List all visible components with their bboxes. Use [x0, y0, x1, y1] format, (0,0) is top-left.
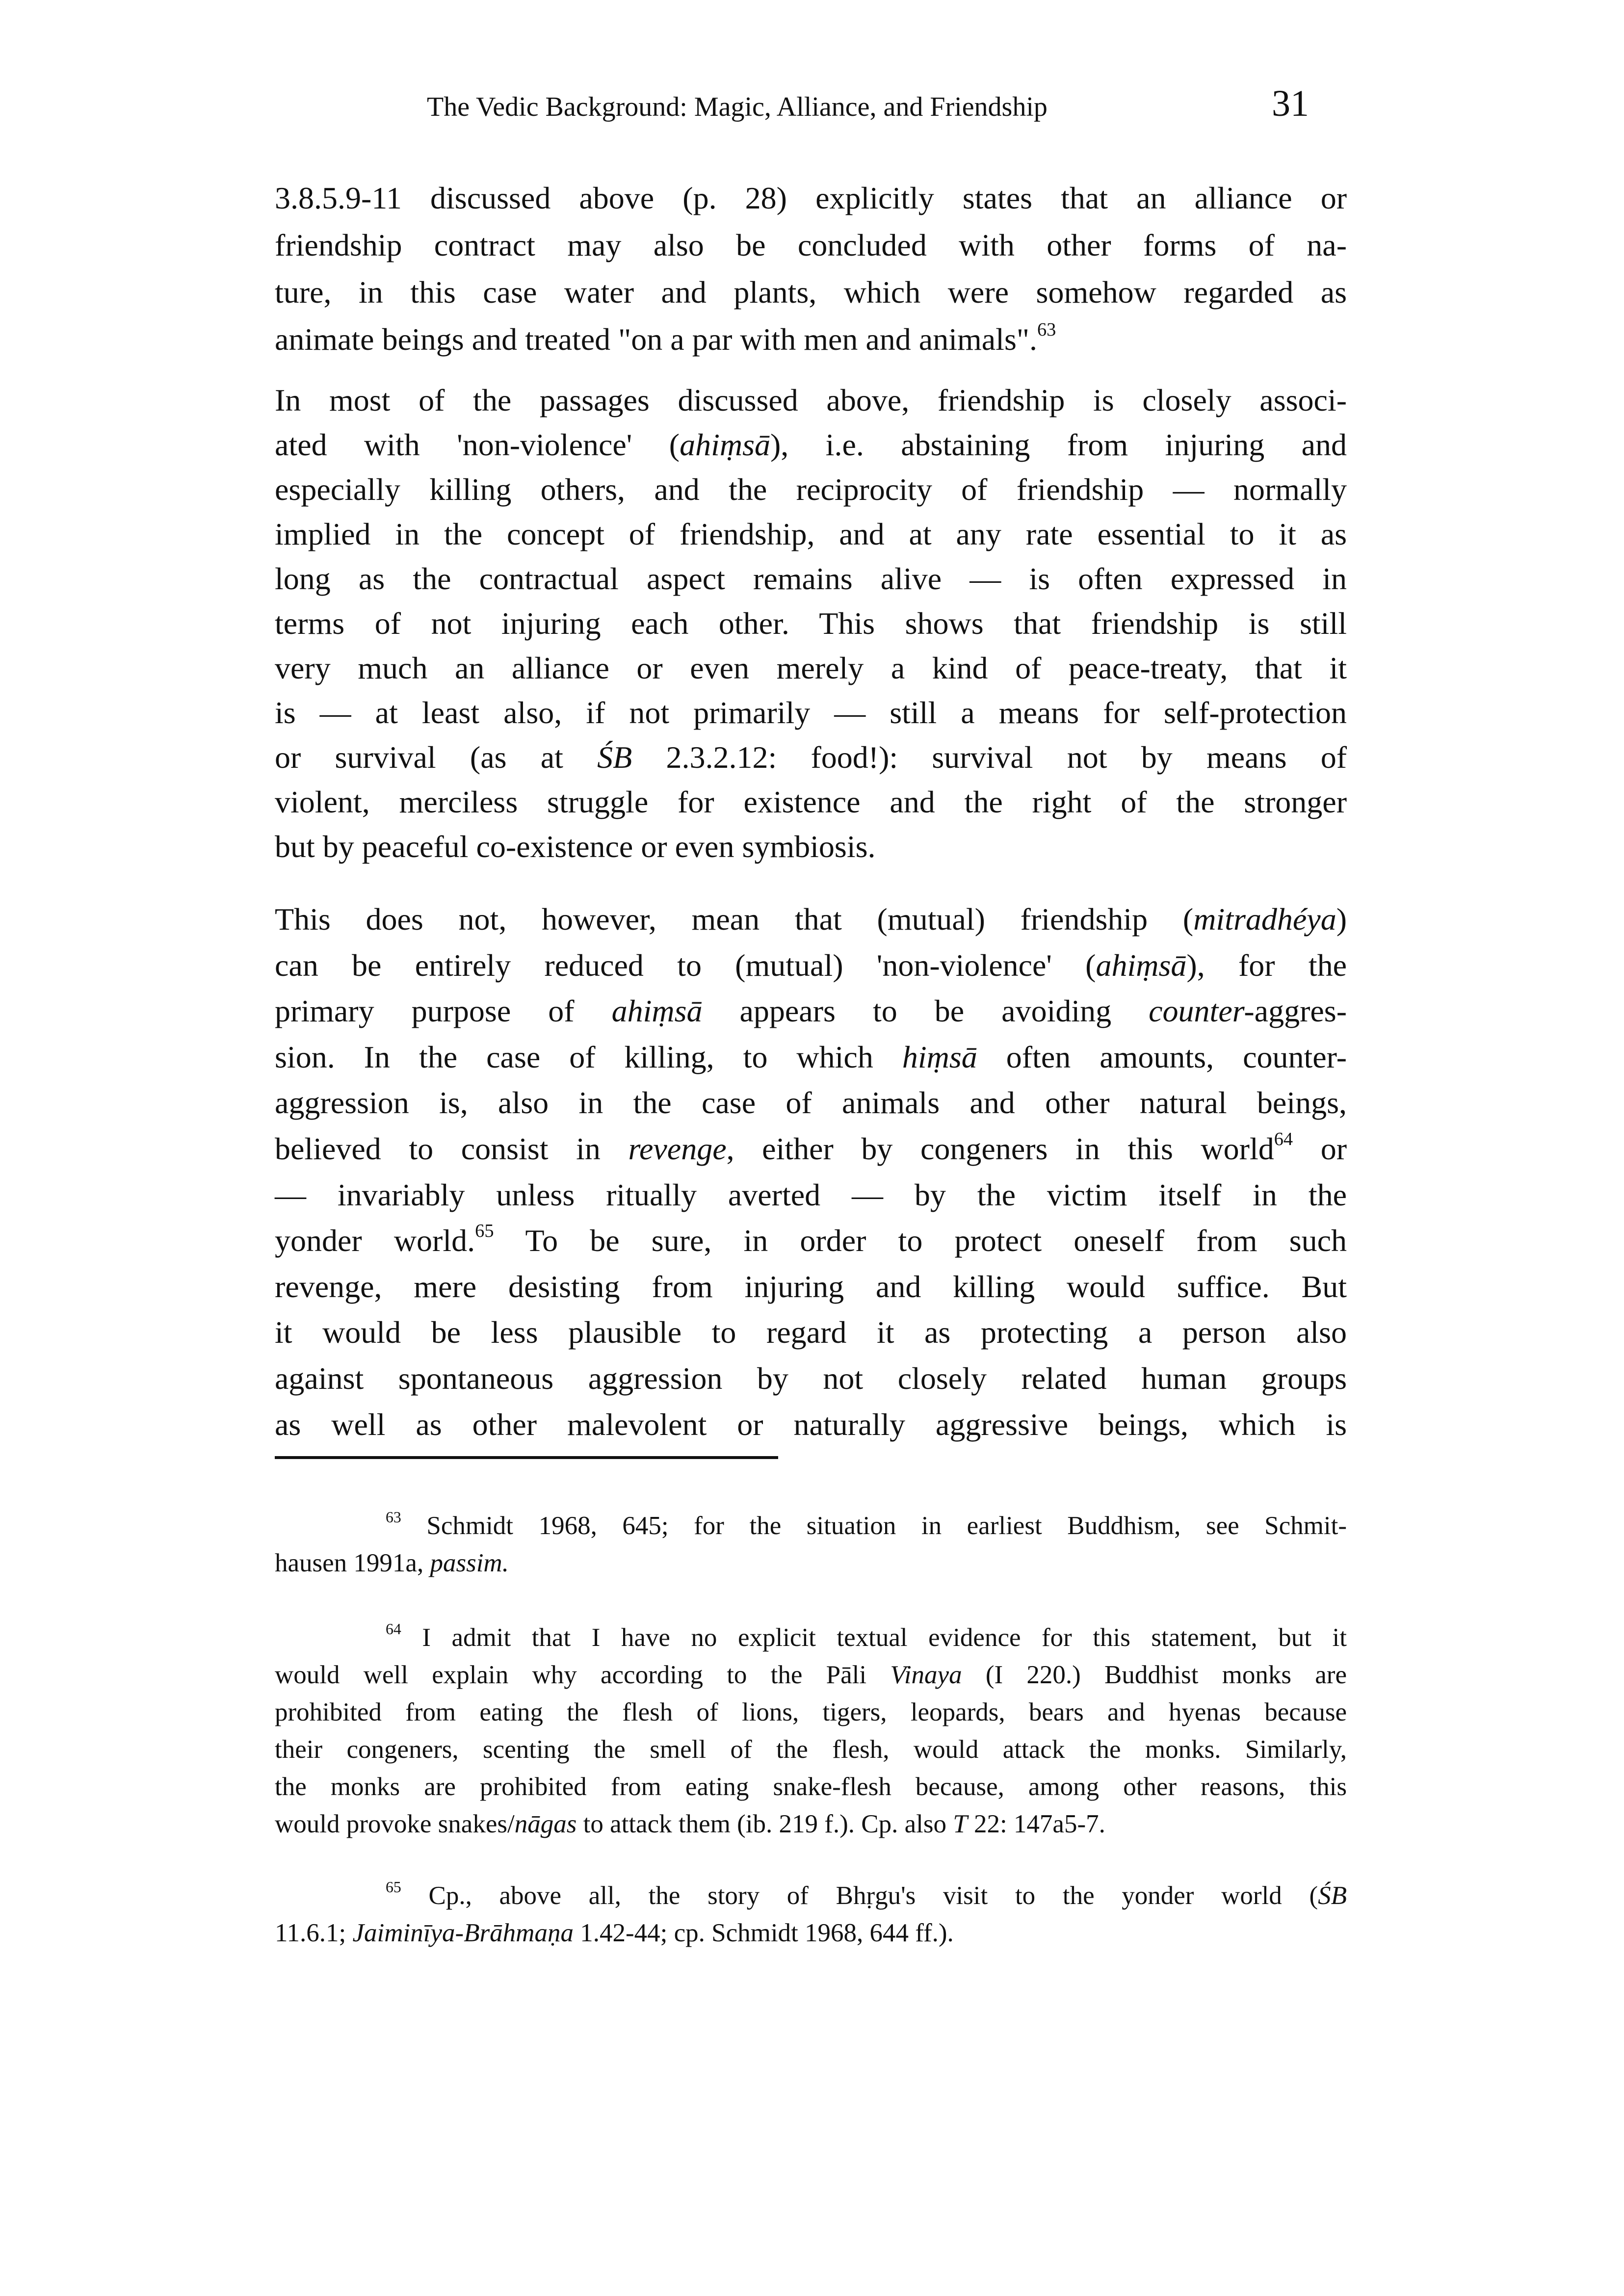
footnote-65: [275, 1877, 1347, 1952]
text-run: 3.8.5.9-11 discussed above (p. 28) explicitly states that an alliance or: [275, 181, 1347, 215]
italic-term: ŚB: [597, 740, 632, 775]
text-run: as well as other malevolent or naturally aggressive beings, which is: [275, 1407, 1347, 1442]
text-run: animate beings and treated "on a par with men and animals".: [275, 322, 1037, 357]
italic-term: T: [953, 1810, 968, 1838]
text-run: (I 220.) Buddhist monks are: [962, 1661, 1347, 1689]
text-run: prohibited from eating the flesh of lions, tigers, leopards, bears and hyenas because: [275, 1698, 1347, 1726]
text-line: [275, 269, 1347, 316]
footnote-marker: 64: [386, 1620, 401, 1638]
text-line: [275, 1619, 1347, 1656]
text-line: [275, 646, 1347, 690]
text-line: [275, 1264, 1347, 1310]
text-run: but by peaceful co-existence or even symbiosis.: [275, 829, 876, 864]
text-run: , either by congeners in this world: [726, 1131, 1274, 1166]
text-run: aggression is, also in the case of animals and other natural beings,: [275, 1085, 1347, 1121]
text-line: [275, 467, 1347, 512]
footnote-separator-rule: [275, 1456, 778, 1459]
text-run: terms of not injuring each other. This shows that friendship is still: [275, 606, 1347, 641]
italic-term: ahiṃsā: [680, 427, 770, 462]
footnote-64: [275, 1619, 1347, 1843]
page-number: 31: [1272, 83, 1309, 124]
text-line: [275, 1694, 1347, 1731]
text-run: would well explain why according to the Pāli: [275, 1661, 891, 1689]
italic-term: ahiṃsā: [611, 993, 703, 1029]
text-line: [275, 1877, 1347, 1914]
text-line: [275, 824, 1347, 869]
footnote-63: [275, 1507, 1347, 1582]
text-run: hausen 1991a,: [275, 1549, 430, 1577]
text-line: [275, 988, 1347, 1034]
text-run: or: [1293, 1131, 1347, 1166]
text-run: ): [1336, 902, 1347, 937]
footnote-marker: 63: [1037, 319, 1056, 340]
footnote-marker: 65: [386, 1879, 401, 1896]
text-line: [275, 601, 1347, 646]
text-run: friendship contract may also be concluded with other forms of na-: [275, 228, 1347, 262]
text-line: [275, 1218, 1347, 1264]
text-run: is — at least also, if not primarily — still a means for self-protection: [275, 695, 1347, 730]
text-run: against spontaneous aggression by not closely related human groups: [275, 1360, 1347, 1396]
text-line: [275, 1126, 1347, 1172]
text-run: 2.3.2.12: food!): survival not by means of: [632, 740, 1347, 775]
text-run: often amounts, counter-: [977, 1039, 1347, 1074]
footnote-marker: 65: [475, 1221, 494, 1242]
text-line: [275, 316, 1347, 363]
text-line: [275, 1544, 1347, 1582]
text-run: sion. In the case of killing, to which: [275, 1039, 902, 1074]
text-run: implied in the concept of friendship, and at any rate essential to it as: [275, 517, 1347, 551]
text-run: 1.42-44; cp. Schmidt 1968, 644 ff.).: [573, 1919, 954, 1947]
text-run: ture, in this case water and plants, which were somehow regarded as: [275, 275, 1347, 310]
text-line: [275, 1034, 1347, 1080]
text-run: This does not, however, mean that (mutual) friendship (: [275, 902, 1194, 937]
text-line: [275, 1656, 1347, 1694]
text-line: [275, 1172, 1347, 1218]
text-run: especially killing others, and the reciprocity of friendship — normally: [275, 472, 1347, 507]
text-run: or survival (as at: [275, 740, 598, 775]
text-run: violent, merciless struggle for existence and the right of the stronger: [275, 784, 1347, 819]
italic-term: passim.: [430, 1549, 509, 1577]
text-line: [275, 1080, 1347, 1126]
text-line: [275, 780, 1347, 824]
italic-term: ahiṃsā: [1096, 947, 1187, 983]
text-line: [275, 1309, 1347, 1356]
text-run: 22: 147a5-7.: [967, 1810, 1105, 1838]
italic-term: revenge: [628, 1131, 727, 1166]
text-run: In most of the passages discussed above, friendship is closely associ-: [275, 383, 1347, 417]
text-run: aggres-: [1254, 993, 1347, 1029]
text-line: [275, 942, 1347, 989]
text-run: very much an alliance or even merely a kind of peace-treaty, that it: [275, 651, 1347, 685]
text-run: ), for the: [1186, 947, 1347, 983]
text-line: [275, 1731, 1347, 1768]
text-run: the monks are prohibited from eating snake-flesh because, among other reasons, this: [275, 1773, 1347, 1801]
text-line: [275, 556, 1347, 601]
italic-term: nāgas: [514, 1810, 577, 1838]
body-paragraph-3: [275, 896, 1347, 1447]
text-line: [275, 175, 1347, 222]
text-run: long as the contractual aspect remains alive — is often expressed in: [275, 561, 1347, 596]
text-run: can be entirely reduced to (mutual) 'non-violence' (: [275, 947, 1096, 983]
text-run: revenge, mere desisting from injuring and killing would suffice. But: [275, 1269, 1347, 1304]
footnote-marker: 63: [386, 1509, 401, 1526]
italic-term: counter-: [1149, 993, 1255, 1029]
text-run: ated with 'non-violence' (: [275, 427, 680, 462]
text-line: [275, 1805, 1347, 1843]
italic-term: mitradhéya: [1193, 902, 1336, 937]
text-run: — invariably unless ritually averted — by the victim itself in the: [275, 1177, 1347, 1212]
text-run: 11.6.1;: [275, 1919, 353, 1947]
text-line: [275, 512, 1347, 556]
text-line: [275, 1914, 1347, 1952]
running-head: The Vedic Background: Magic, Alliance, and Friendship: [427, 92, 1048, 122]
text-line: [275, 1507, 1347, 1544]
text-line: [275, 222, 1347, 269]
text-run: believed to consist in: [275, 1131, 629, 1166]
text-line: [275, 735, 1347, 780]
text-line: [275, 1768, 1347, 1805]
text-run: would provoke snakes/: [275, 1810, 515, 1838]
text-line: [275, 1402, 1347, 1448]
text-run: Schmidt 1968, 645; for the situation in earliest Buddhism, see Schmit-: [401, 1512, 1347, 1540]
italic-term: hiṃsā: [902, 1039, 977, 1074]
text-line: [275, 378, 1347, 422]
body-paragraph-1: [275, 175, 1347, 363]
text-line: [275, 896, 1347, 942]
text-run: primary purpose of: [275, 993, 612, 1029]
text-run: yonder world.: [275, 1223, 475, 1258]
text-run: to attack them (ib. 219 f.). Cp. also: [576, 1810, 953, 1838]
text-run: I admit that I have no explicit textual evidence for this statement, but it: [401, 1623, 1347, 1652]
text-line: [275, 422, 1347, 467]
text-run: appears to be avoiding: [702, 993, 1149, 1029]
body-paragraph-2: [275, 378, 1347, 869]
text-run: To be sure, in order to protect oneself from such: [494, 1223, 1347, 1258]
text-run: Cp., above all, the story of Bhṛgu's visit to the yonder world (: [401, 1881, 1318, 1910]
text-run: their congeners, scenting the smell of the flesh, would attack the monks. Similarly,: [275, 1735, 1347, 1764]
text-line: [275, 690, 1347, 735]
italic-term: ŚB: [1318, 1881, 1347, 1910]
italic-term: Jaiminīya-Brāhmaṇa: [352, 1919, 574, 1947]
italic-term: Vinaya: [890, 1661, 962, 1689]
text-run: ), i.e. abstaining from injuring and: [770, 427, 1347, 462]
footnote-marker: 64: [1274, 1129, 1293, 1150]
text-line: [275, 1356, 1347, 1402]
text-run: it would be less plausible to regard it as protecting a person also: [275, 1315, 1347, 1350]
